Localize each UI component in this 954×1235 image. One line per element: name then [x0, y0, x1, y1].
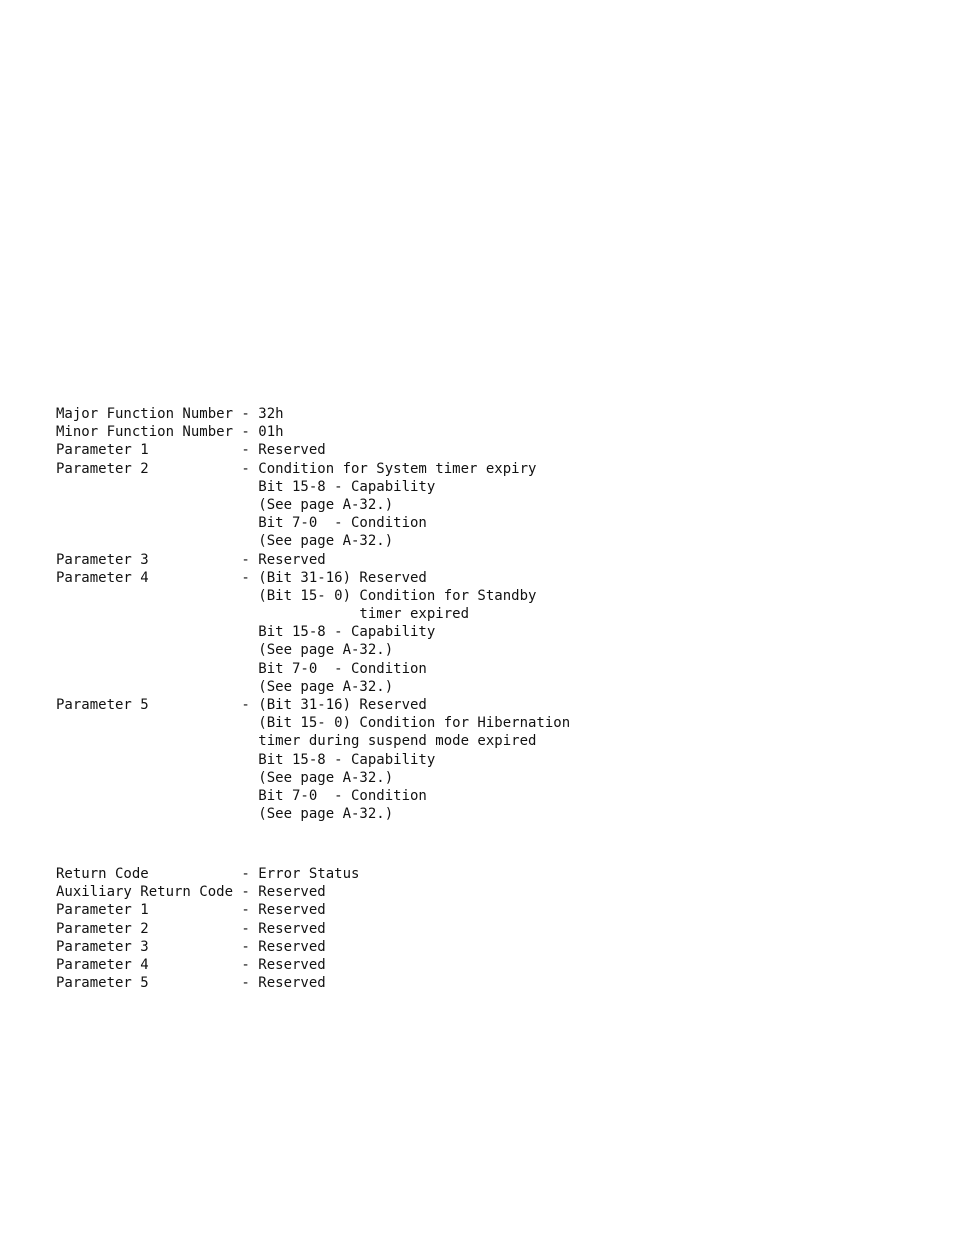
return-line: Parameter 1 - Reserved	[56, 902, 326, 919]
call-line: timer expired	[56, 606, 470, 623]
call-line: Bit 15-8 - Capability	[56, 478, 436, 495]
call-line: (Bit 15- 0) Condition for Hibernation	[56, 715, 571, 732]
call-line: Bit 7-0 - Condition	[56, 660, 427, 677]
call-line: Bit 15-8 - Capability	[56, 751, 436, 768]
call-line: Bit 7-0 - Condition	[56, 787, 427, 804]
return-line: Parameter 5 - Reserved	[56, 975, 326, 992]
call-line: Parameter 3 - Reserved	[56, 551, 326, 568]
call-line: Parameter 2 - Condition for System timer expiry	[56, 460, 537, 477]
call-line: (See page A-32.)	[56, 533, 394, 550]
call-line: Parameter 1 - Reserved	[56, 442, 326, 459]
call-line: (See page A-32.)	[56, 642, 394, 659]
call-line: Bit 15-8 - Capability	[56, 624, 436, 641]
return-line: Parameter 2 - Reserved	[56, 920, 326, 937]
return-line: Parameter 4 - Reserved	[56, 956, 326, 973]
call-line: (See page A-32.)	[56, 806, 394, 823]
return-line: Parameter 3 - Reserved	[56, 938, 326, 955]
call-line: Parameter 4 - (Bit 31-16) Reserved	[56, 569, 427, 586]
call-line: timer during suspend mode expired	[56, 733, 537, 750]
return-line: Return Code - Error Status	[56, 866, 360, 882]
call-line: Bit 7-0 - Condition	[56, 515, 427, 532]
return-line: Auxiliary Return Code - Reserved	[56, 884, 326, 901]
call-line: Parameter 5 - (Bit 31-16) Reserved	[56, 697, 427, 713]
call-line: (See page A-32.)	[56, 496, 394, 513]
call-line: (See page A-32.)	[56, 678, 394, 695]
call-parameters-block	[56, 405, 570, 823]
call-line: (See page A-32.)	[56, 769, 394, 786]
call-line: (Bit 15- 0) Condition for Standby	[56, 587, 537, 604]
call-line: Major Function Number - 32h	[56, 406, 284, 422]
return-parameters-block	[56, 865, 359, 992]
call-line: Minor Function Number - 01h	[56, 424, 284, 441]
